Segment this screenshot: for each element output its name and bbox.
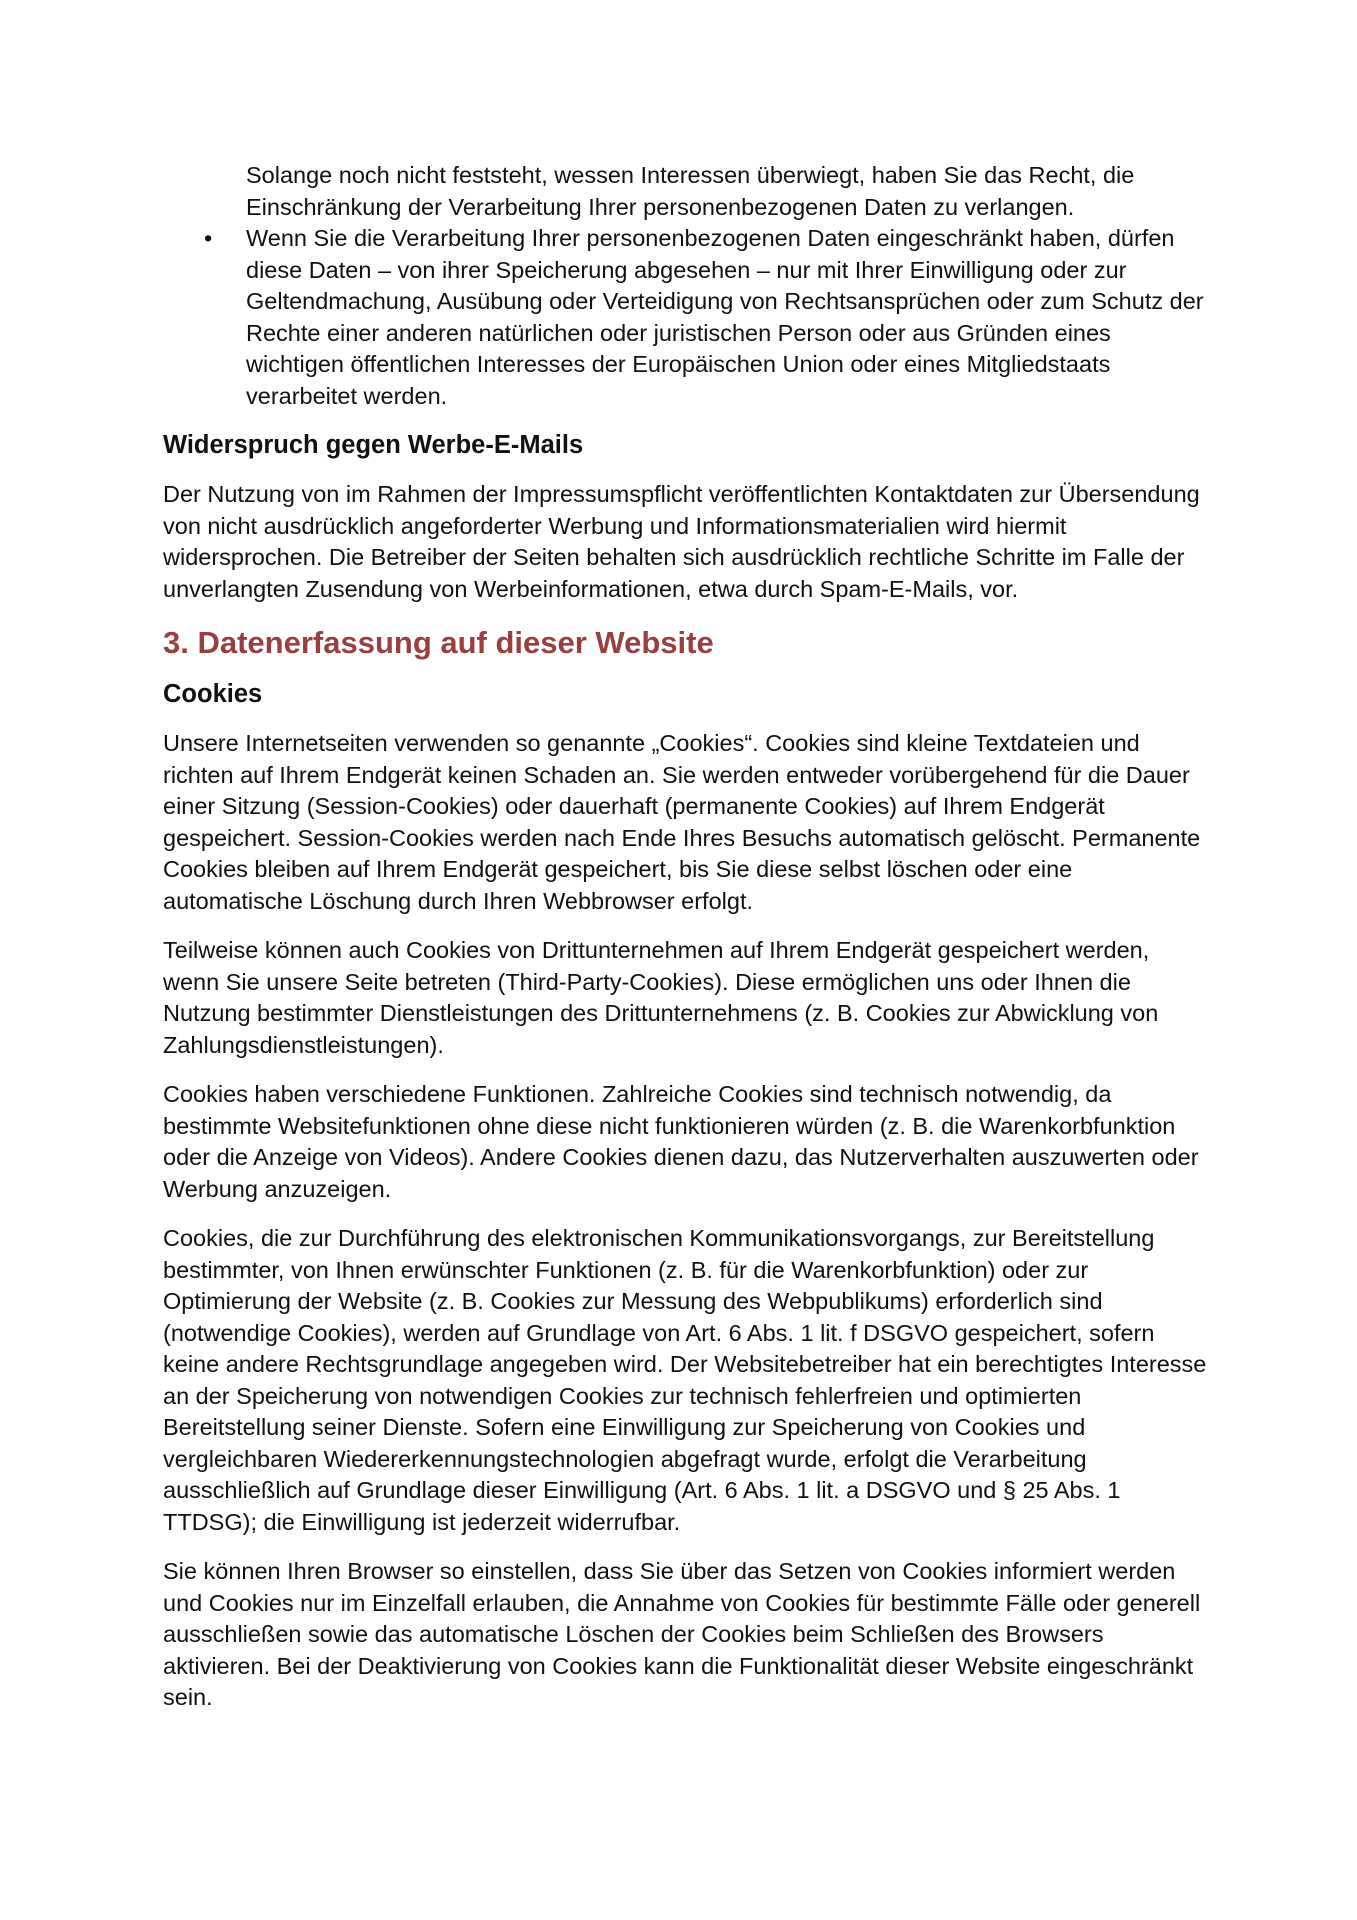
continuation-paragraph: Solange noch nicht feststeht, wessen Interessen überwiegt, haben Sie das Recht, die Einschränkung der Verarbeitung Ihrer personenbezogenen Daten zu verlangen. bbox=[246, 162, 1135, 220]
list-item-text: Wenn Sie die Verarbeitung Ihrer personenbezogenen Daten eingeschränkt haben, dürfen diese Daten – von ihrer Speicherung abgesehen – nur mit Ihrer Einwilligung oder zur Geltendmachung, Ausübung oder Verteidigung von Rechtsansprüchen oder zum Schutz der Rechte einer anderen natürlichen oder juristischen Person oder aus Gründen eines wichtigen öffentlichen Interesses der Europäischen Union oder eines Mitgliedstaats verarbeitet werden. bbox=[246, 225, 1204, 409]
cookies-paragraph-5: Sie können Ihren Browser so einstellen, dass Sie über das Setzen von Cookies informiert werden und Cookies nur im Einzelfall erlauben, die Annahme von Cookies für bestimmte Fälle oder generell ausschließen sowie das automatische Löschen der Cookies beim Schließen des Browsers aktivieren. Bei der Deaktivierung von Cookies kann die Funktionalität dieser Website eingeschränkt sein. bbox=[163, 1558, 1201, 1710]
widerspruch-heading: Widerspruch gegen Werbe-E-Mails bbox=[163, 431, 584, 459]
cookies-heading: Cookies bbox=[163, 680, 263, 708]
bullet-icon: • bbox=[204, 225, 213, 251]
list-item bbox=[163, 223, 1208, 412]
section-3-heading: 3. Datenerfassung auf dieser Website bbox=[163, 625, 714, 660]
widerspruch-paragraph: Der Nutzung von im Rahmen der Impressumspflicht veröffentlichten Kontaktdaten zur Übersendung von nicht ausdrücklich angeforderter Werbung und Informationsmaterialien wird hiermit widersprochen. Die Betreiber der Seiten behalten sich ausdrücklich rechtliche Schritte im Falle der unverlangten Zusendung von Werbeinformationen, etwa durch Spam-E-Mails, vor. bbox=[163, 481, 1200, 602]
bullet-list bbox=[163, 223, 1208, 412]
cookies-paragraph-3: Cookies haben verschiedene Funktionen. Zahlreiche Cookies sind technisch notwendig, da bestimmte Websitefunktionen ohne diese nicht funktionieren würden (z. B. die Warenkorbfunktion oder die Anzeige von Videos). Andere Cookies dienen dazu, das Nutzerverhalten auszuwerten oder Werbung anzuzeigen. bbox=[163, 1081, 1199, 1202]
cookies-paragraph-2: Teilweise können auch Cookies von Drittunternehmen auf Ihrem Endgerät gespeichert werden, wenn Sie unsere Seite betreten (Third-Party-Cookies). Diese ermöglichen uns oder Ihnen die Nutzung bestimmter Dienstleistungen des Drittunternehmens (z. B. Cookies zur Abwicklung von Zahlungsdienstleistungen). bbox=[163, 937, 1159, 1058]
cookies-paragraph-4: Cookies, die zur Durchführung des elektronischen Kommunikationsvorgangs, zur Bereitstellung bestimmter, von Ihnen erwünschter Funktionen (z. B. für die Warenkorbfunktion) oder zur Optimierung der Website (z. B. Cookies zur Messung des Webpublikums) erforderlich sind (notwendige Cookies), werden auf Grundlage von Art. 6 Abs. 1 lit. f DSGVO gespeichert, sofern keine andere Rechtsgrundlage angegeben wird. Der Websitebetreiber hat ein berechtigtes Interesse an der Speicherung von notwendigen Cookies zur technisch fehlerfreien und optimierten Bereitstellung seiner Dienste. Sofern eine Einwilligung zur Speicherung von Cookies und vergleichbaren Wiedererkennungstechnologien abgefragt wurde, erfolgt die Verarbeitung ausschließlich auf Grundlage dieser Einwilligung (Art. 6 Abs. 1 lit. a DSGVO und § 25 Abs. 1 TTDSG); die Einwilligung ist jederzeit widerrufbar. bbox=[163, 1225, 1207, 1535]
document-page bbox=[163, 160, 1208, 1732]
cookies-paragraph-1: Unsere Internetseiten verwenden so genannte „Cookies“. Cookies sind kleine Textdateien und richten auf Ihrem Endgerät keinen Schaden an. Sie werden entweder vorübergehend für die Dauer einer Sitzung (Session-Cookies) oder dauerhaft (permanente Cookies) auf Ihrem Endgerät gespeichert. Session-Cookies werden nach Ende Ihres Besuchs automatisch gelöscht. Permanente Cookies bleiben auf Ihrem Endgerät gespeichert, bis Sie diese selbst löschen oder eine automatische Löschung durch Ihren Webbrowser erfolgt. bbox=[163, 730, 1201, 914]
